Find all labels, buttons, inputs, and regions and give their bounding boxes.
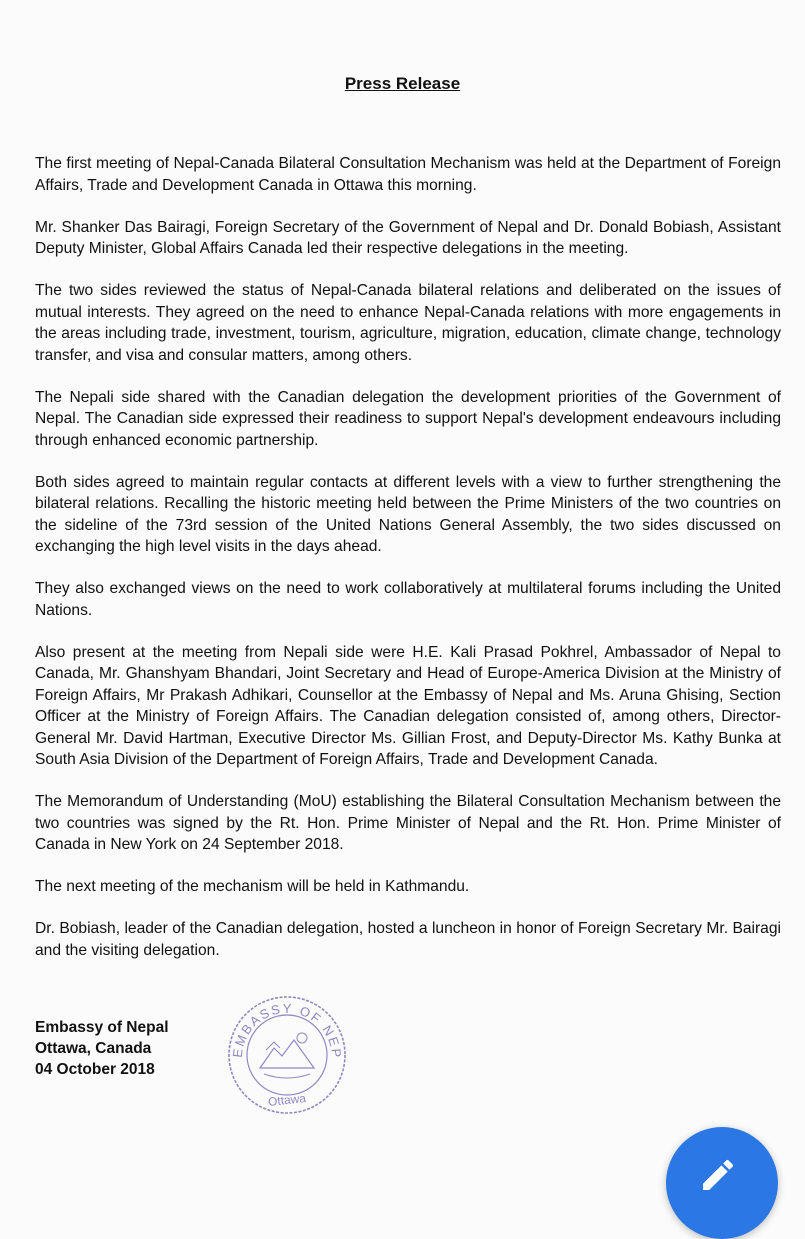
paragraph: The Nepali side shared with the Canadian delegation the development priorities of the Government of Nepal. The Canadian side expressed their readiness to support Nepal's development endeavours including through enhanced economic partnership. (35, 388, 781, 449)
paragraph: The Memorandum of Understanding (MoU) establishing the Bilateral Consultation Mechanism between the two countries was signed by the Rt. Hon. Prime Minister of Nepal and the Rt. Hon. Prime Minister of Canada in New York on 24 September 2018. (35, 793, 781, 853)
seal-bottom-text: Ottawa (267, 1091, 307, 1109)
svg-text:EMBASSY OF NEPAL (222, 990, 344, 1059)
press-release-body (35, 153, 781, 982)
seal-arc-text: EMBASSY OF NEP (229, 1000, 345, 1059)
embassy-seal (222, 990, 352, 1120)
signature-date: 04 October 2018 (35, 1061, 155, 1078)
paragraph: Also present at the meeting from Nepali side were H.E. Kali Prasad Pokhrel, Ambassador of Nepal to Canada, Mr. Ghanshyam Bhandari, Joint Secretary and Head of Europe-America Division at the Ministry of Foreign Affairs, Mr Prakash Adhikari, Counsellor at the Embassy of Nepal and Ms. Aruna Ghising, Section Officer at the Ministry of Foreign Affairs. The Canadian delegation consisted of, among others, Director-General Mr. David Hartman, Executive Director Ms. Gillian Frost, and Deputy-Director Ms. Kathy Bunka at South Asia Division of the Department of Foreign Affairs, Trade and Development Canada. (35, 643, 781, 768)
edit-button[interactable] (666, 1127, 778, 1239)
paragraph: Both sides agreed to maintain regular contacts at different levels with a view to further strengthening the bilateral relations. Recalling the historic meeting held between the Prime Ministers of the two countries on the sideline of the 73rd session of the United Nations General Assembly, the two sides discussed on exchanging the high level visits in the days ahead. (35, 473, 781, 555)
signature-block (35, 1017, 169, 1080)
paragraph: They also exchanged views on the need to work collaboratively at multilateral forums including the United Nations. (35, 580, 781, 619)
paragraph: The two sides reviewed the status of Nepal-Canada bilateral relations and deliberated on the issues of mutual interests. They agreed on the need to enhance Nepal-Canada relations with more engagements in the areas including trade, investment, tourism, agriculture, migration, education, climate change, technology transfer, and visa and consular matters, among others. (35, 282, 781, 364)
paragraph: Mr. Shanker Das Bairagi, Foreign Secretary of the Government of Nepal and Dr. Donald Bobiash, Assistant Deputy Minister, Global Affairs Canada led their respective delegations in the meeting. (35, 218, 781, 257)
signature-location: Ottawa, Canada (35, 1040, 152, 1057)
paragraph: The first meeting of Nepal-Canada Bilateral Consultation Mechanism was held at the Department of Foreign Affairs, Trade and Development Canada in Ottawa this morning. (35, 155, 781, 194)
page-title: Press Release (344, 74, 461, 93)
paragraph: The next meeting of the mechanism will be held in Kathmandu. (35, 878, 470, 895)
paragraph: Dr. Bobiash, leader of the Canadian delegation, hosted a luncheon in honor of Foreign Secretary Mr. Bairagi and the visiting delegation. (35, 920, 781, 959)
edit-icon (698, 1155, 738, 1195)
signature-organization: Embassy of Nepal (35, 1019, 169, 1036)
